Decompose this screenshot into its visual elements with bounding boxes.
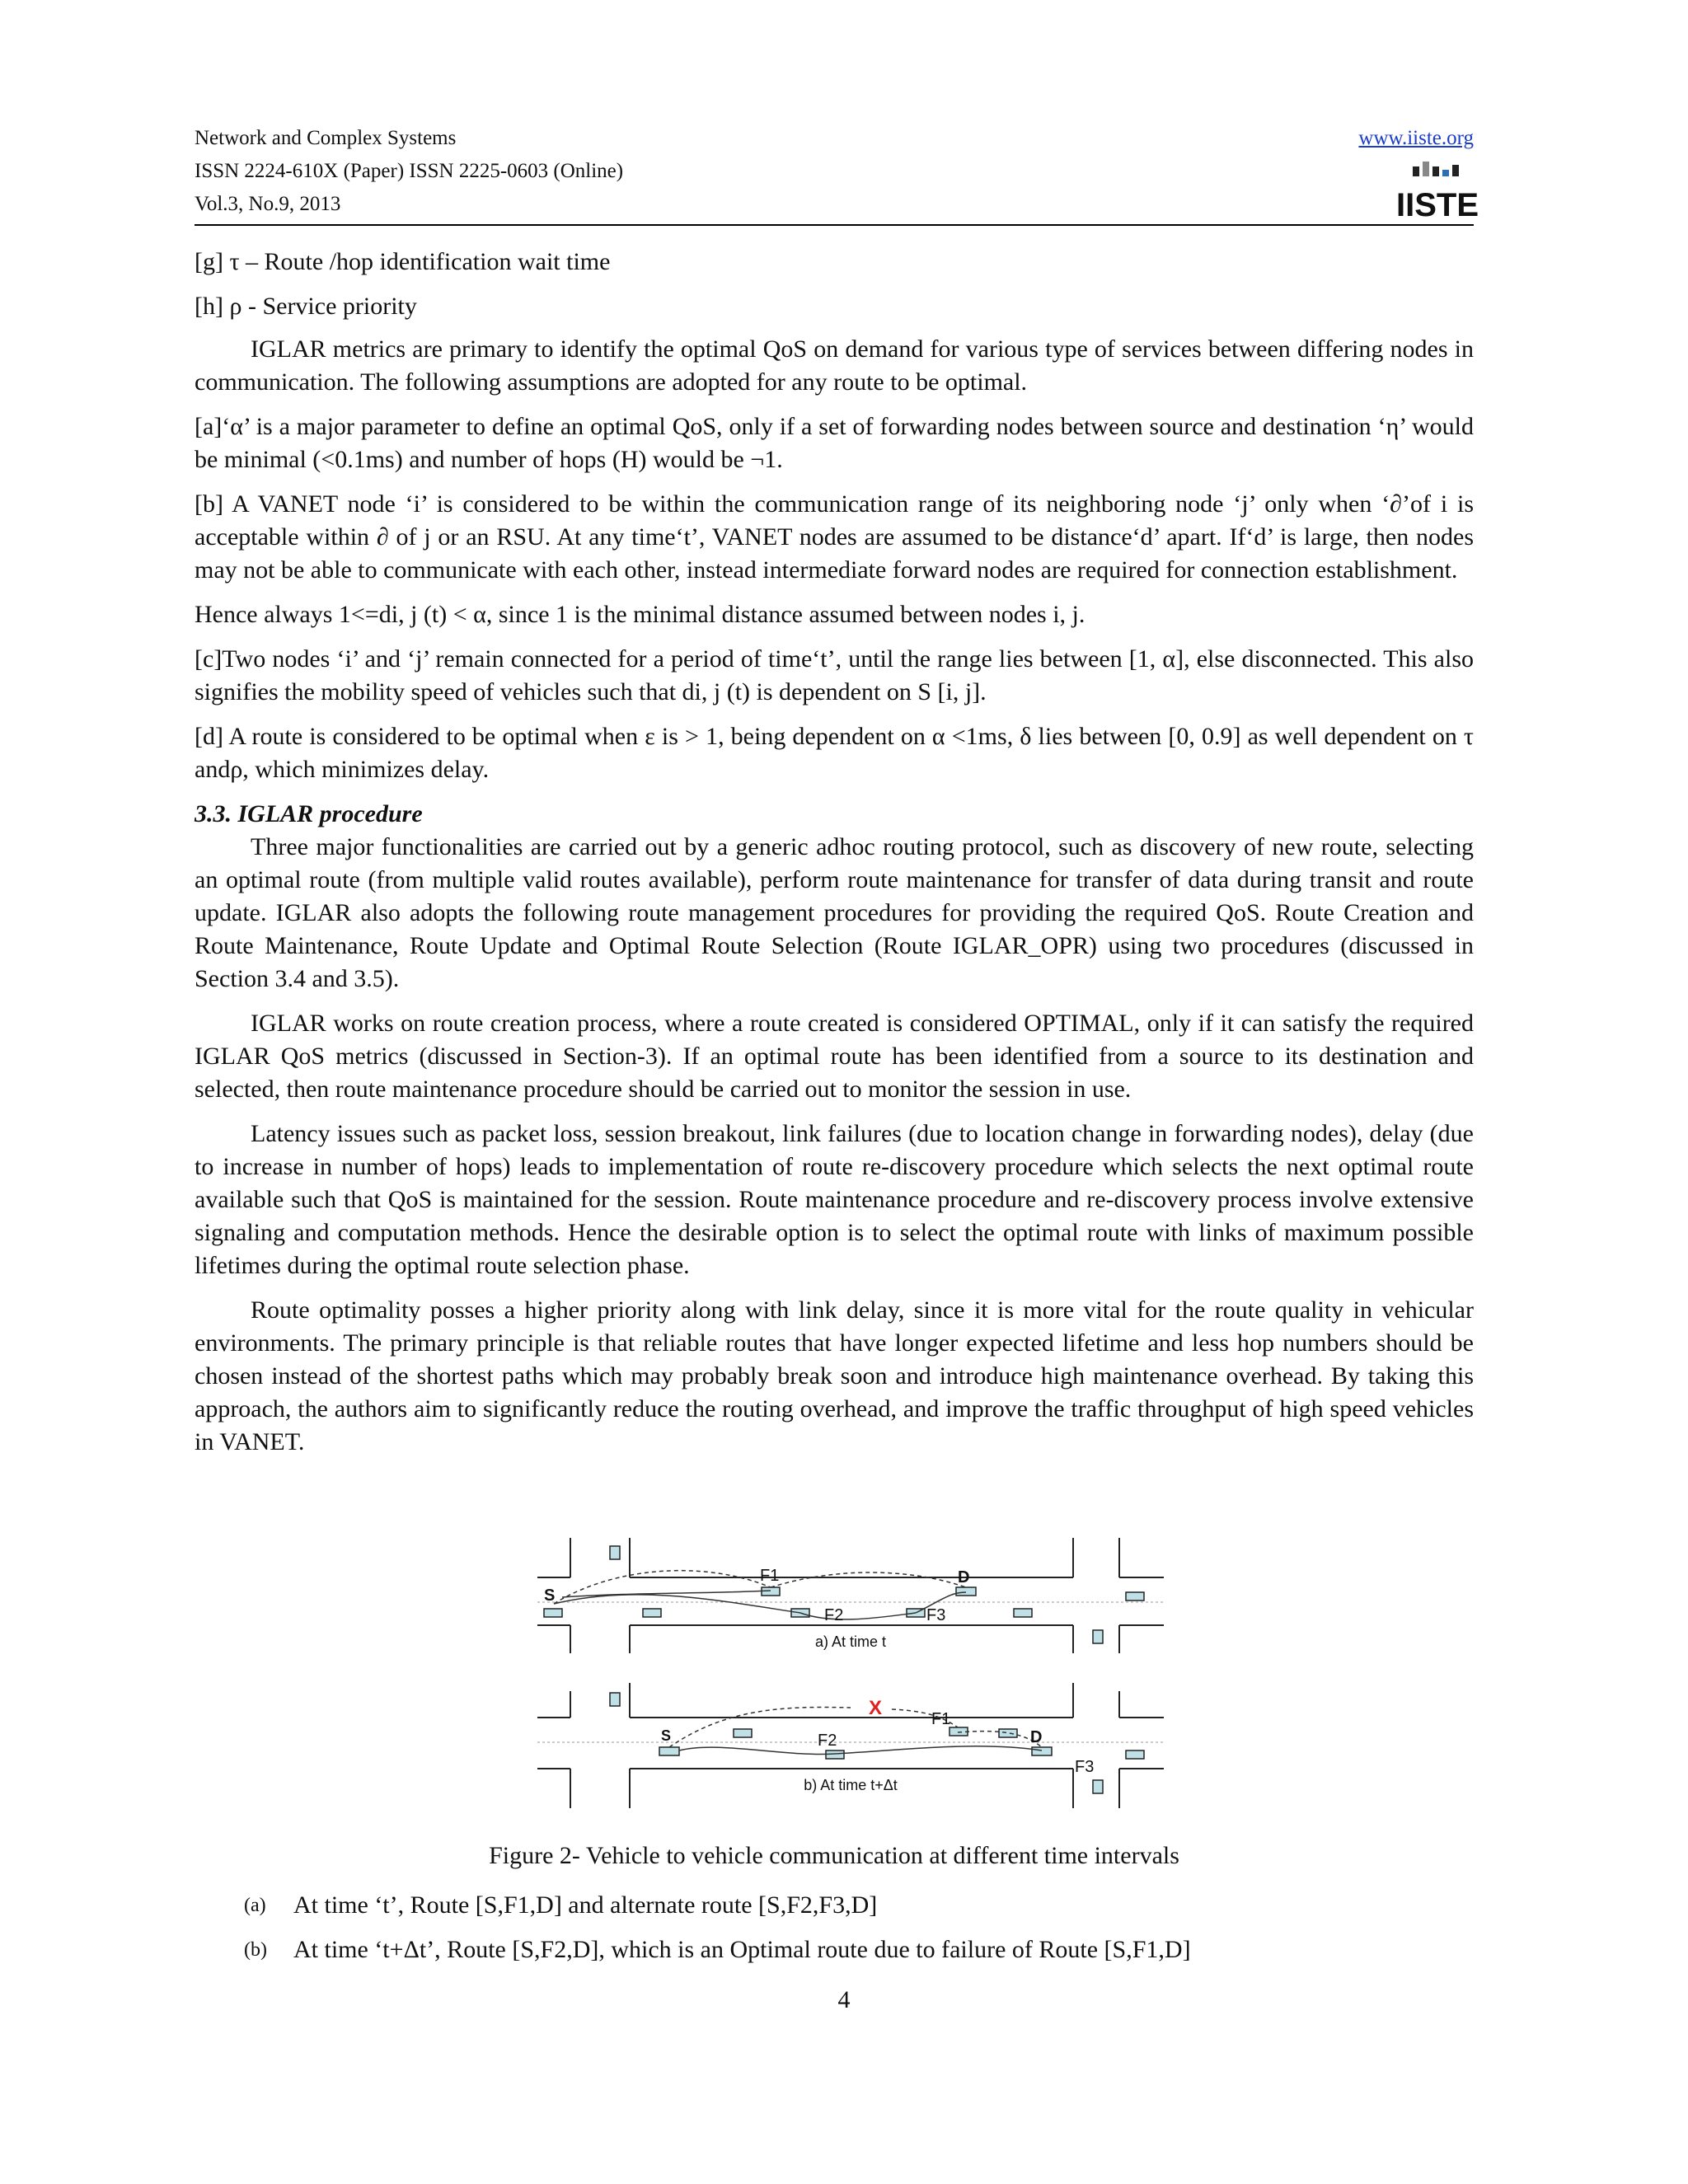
paragraph-route-creation: IGLAR works on route creation process, where a route created is considered OPTIMAL, only if it can satisfy the required IGLAR QoS metrics (discussed in Section-3). If an optimal route has been identified from a source to its destination and selected, then route maintenance procedure should be carried out to monitor the session in use. — [195, 1010, 1474, 1103]
list-text: At time ‘t’, Route [S,F1,D] and alternate route [S,F2,F3,D] — [293, 1891, 878, 1919]
volume-line: Vol.3, No.9, 2013 — [195, 193, 341, 215]
label-f1-b: F1 — [931, 1710, 951, 1728]
label-f2-b: F2 — [818, 1732, 837, 1750]
vanet-diagram — [537, 1535, 1164, 1815]
list-item-g: [g] τ – Route /hop identification wait time — [195, 248, 611, 275]
iiste-logo — [1395, 158, 1479, 225]
paragraph-latency: Latency issues such as packet loss, session breakout, link failures (due to location change in forwarding nodes), delay (due to increase in number of hops) leads to implementation of route re-discovery procedure which selects the next optimal route available such that QoS is maintained for the session. Route maintenance procedure and re-discovery process involve extensive signaling and computation methods. Hence the desirable option is to select the optimal route with links of maximum possible lifetimes during the optimal route selection phase. — [195, 1120, 1474, 1279]
main-body — [195, 246, 1474, 1470]
section-title: 3.3. IGLAR procedure — [195, 800, 423, 827]
paragraph-metrics: IGLAR metrics are primary to identify the optimal QoS on demand for various type of services between differing nodes in communication. The following assumptions are adopted for any route to be optimal. — [195, 335, 1474, 396]
label-s-b: S — [661, 1727, 672, 1744]
header-rule — [195, 224, 1474, 226]
link-break-mark: X — [868, 1697, 883, 1719]
list-text: At time ‘t+Δt’, Route [S,F2,D], which is an Optimal route due to failure of Route [S,F1,D] — [293, 1936, 1191, 1963]
list-item-h: [h] ρ - Service priority — [195, 293, 417, 320]
assumption-a: [a]‘α’ is a major parameter to define an optimal QoS, only if a set of forwarding nodes between source and destination ‘η’ would be minimal (<0.1ms) and number of hops (H) would be ¬1. — [195, 413, 1474, 473]
paragraph-functionalities: Three major functionalities are carried out by a generic adhoc routing protocol, such as discovery of new route, selecting an optimal route (from multiple valid routes available), perform route maintenance for transfer of data during transit and route update. IGLAR also adopts the following route management procedures for providing the required QoS. Route Creation and Route Maintenance, Route Update and Optimal Route Selection (Route IGLAR_OPR) using two procedures (discussed in Section 3.4 and 3.5). — [195, 833, 1474, 992]
label-s-a: S — [544, 1586, 556, 1605]
list-item — [195, 1933, 1474, 1966]
subcaption-b: b) At time t+Δt — [804, 1777, 898, 1793]
page-number: 4 — [837, 1986, 851, 2013]
page-header — [195, 122, 1479, 227]
label-f3-b: F3 — [1075, 1758, 1095, 1776]
label-f3-a: F3 — [926, 1606, 946, 1624]
logo-text: IISTE — [1395, 187, 1479, 223]
issn-line: ISSN 2224-610X (Paper) ISSN 2225-0603 (Online) — [195, 160, 624, 182]
assumption-b: [b] A VANET node ‘i’ is considered to be within the communication range of its neighboring node ‘j’ only when ‘∂’of i is acceptable within ∂ of j or an RSU. At any time‘t’, VANET nodes are assumed to be distance‘d’ apart. If‘d’ is large, then nodes may not be able to communicate with each other, instead intermediate forward nodes are required for connection establishment. — [195, 490, 1474, 583]
list-item — [195, 1889, 1474, 1922]
route-lines-b — [669, 1708, 1042, 1755]
assumption-c: [c]Two nodes ‘i’ and ‘j’ remain connected for a period of time‘t’, until the range lies between [1, α], else disconnected. This also signifies the mobility speed of vehicles such that di, j (t) is dependent on S [i, j]. — [195, 645, 1474, 705]
figure-caption: Figure 2- Vehicle to vehicle communication at different time intervals — [489, 1842, 1179, 1869]
assumption-d: [d] A route is considered to be optimal when ε is > 1, being dependent on α <1ms, δ lies between [0, 0.9] as well dependent on τ andρ, which minimizes delay. — [195, 723, 1474, 783]
assumption-b-note: Hence always 1<=di, j (t) < α, since 1 is the minimal distance assumed between nodes i, j. — [195, 601, 1085, 628]
label-d-a: D — [958, 1568, 970, 1586]
figure-notes — [195, 1889, 1474, 1978]
label-f1-a: F1 — [760, 1567, 780, 1585]
iiste-logo-icon — [1395, 158, 1479, 223]
paragraph-optimality: Route optimality posses a higher priority along with link delay, since it is more vital for the route quality in vehicular environments. The primary principle is that reliable routes that have longer expected lifetime and less hop numbers should be chosen instead of the shortest paths which may probably break soon and introduce high maintenance overhead. By taking this approach, the authors aim to significantly reduce the routing overhead, and improve the traffic throughput of high speed vehicles in VANET. — [195, 1296, 1474, 1455]
label-f2-a: F2 — [824, 1606, 844, 1624]
website-link[interactable]: www.iiste.org — [1358, 127, 1474, 149]
label-d-b: D — [1030, 1728, 1043, 1746]
list-marker: (b) — [244, 1939, 267, 1961]
list-marker: (a) — [244, 1895, 266, 1916]
figure-2 — [537, 1535, 1164, 1815]
subcaption-a: a) At time t — [814, 1633, 887, 1650]
journal-name: Network and Complex Systems — [195, 127, 457, 149]
